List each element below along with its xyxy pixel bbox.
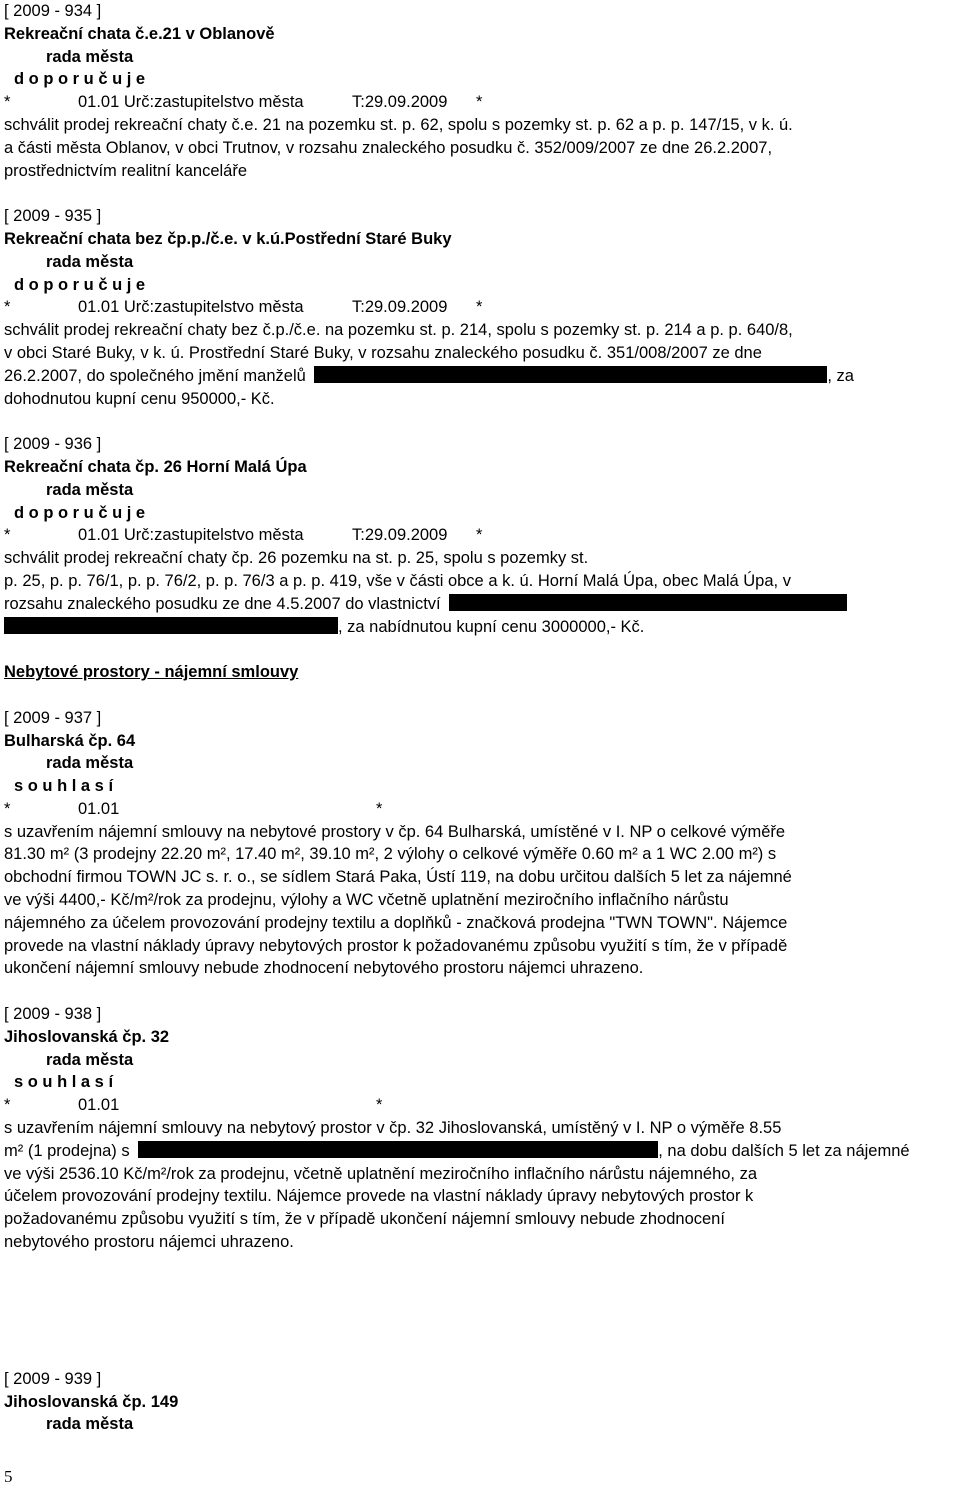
- resolution-937: [4, 707, 956, 981]
- meta-end: *: [376, 1096, 383, 1115]
- text-fragment: 26.2.2007, do společného jmění manželů: [4, 366, 306, 385]
- meta-code: 01.01 Urč:zastupitelstvo města: [78, 526, 304, 545]
- text-fragment: rozsahu znaleckého posudku ze dne 4.5.2007 do vlastnictví: [4, 594, 441, 613]
- document-page: [4, 0, 956, 1436]
- resolution-body: rada města: [46, 480, 134, 499]
- resolution-id: [ 2009 - 936 ]: [4, 435, 102, 454]
- meta-term: T:29.09.2009: [352, 298, 448, 317]
- redaction-bar: [4, 617, 338, 634]
- resolution-body: rada města: [46, 1050, 134, 1069]
- page-number: 5: [4, 1467, 13, 1486]
- meta-star: *: [4, 526, 11, 545]
- resolution-title: Jihoslovanská čp. 149: [4, 1392, 179, 1411]
- resolution-text-line: s uzavřením nájemní smlouvy na nebytové prostory v čp. 64 Bulharská, umístěné v I. NP o celkové výměře: [4, 822, 786, 841]
- redaction-bar: [449, 594, 847, 611]
- resolution-text-line: [4, 365, 956, 388]
- meta-code: 01.01: [78, 799, 120, 818]
- resolution-body: rada města: [46, 1415, 134, 1434]
- meta-end: *: [476, 526, 483, 545]
- resolution-meta: [4, 798, 956, 821]
- resolution-body: rada města: [46, 252, 134, 271]
- resolution-verdict: d o p o r u č u j e: [14, 275, 146, 294]
- section-heading: Nebytové prostory - nájemní smlouvy: [4, 663, 299, 682]
- resolution-verdict: d o p o r u č u j e: [14, 503, 146, 522]
- redaction-bar: [314, 366, 827, 383]
- resolution-text-line: [4, 1140, 956, 1163]
- resolution-text-line: a části města Oblanov, v obci Trutnov, v rozsahu znaleckého posudku č. 352/009/2007 ze dne 26.2.2007,: [4, 138, 773, 157]
- meta-code: 01.01 Urč:zastupitelstvo města: [78, 93, 304, 112]
- resolution-text-line: schválit prodej rekreační chaty č.e. 21 na pozemku st. p. 62, spolu s pozemky st. p. 62 a p. p. 147/15, v k. ú.: [4, 115, 793, 134]
- resolution-id: [ 2009 - 934 ]: [4, 2, 102, 20]
- resolution-text-line: ukončení nájemní smlouvy nebude zhodnocení nebytového prostoru nájemci uhrazeno.: [4, 959, 644, 978]
- resolution-title: Bulharská čp. 64: [4, 731, 136, 750]
- resolution-text-line: p. 25, p. p. 76/1, p. p. 76/2, p. p. 76/3 a p. p. 419, vše v části obce a k. ú. Horní Malá Úpa, obec Malá Úpa, v: [4, 571, 791, 590]
- resolution-body: rada města: [46, 754, 134, 773]
- meta-star: *: [4, 298, 11, 317]
- text-fragment: , na dobu dalších 5 let za nájemné: [658, 1141, 910, 1160]
- resolution-text-line: účelem provozování prodejny textilu. Nájemce provede na vlastní náklady úpravy nebytových prostor k: [4, 1187, 754, 1206]
- resolution-title: Rekreační chata č.e.21 v Oblanově: [4, 24, 275, 43]
- meta-code: 01.01 Urč:zastupitelstvo města: [78, 298, 304, 317]
- resolution-text-line: 81.30 m² (3 prodejny 22.20 m², 17.40 m², 39.10 m², 2 výlohy o celkové výměře 0.60 m² a 1 WC 2.00 m²) s: [4, 845, 777, 864]
- resolution-938: [4, 1003, 956, 1254]
- meta-star: *: [4, 799, 11, 818]
- resolution-text-line: provede na vlastní náklady úpravy nebytových prostor k požadovanému způsobu využití s tím, že v případě: [4, 936, 788, 955]
- meta-end: *: [476, 93, 483, 112]
- resolution-936: [4, 433, 956, 638]
- meta-star: *: [4, 93, 11, 112]
- resolution-text-line: v obci Staré Buky, v k. ú. Prostřední Staré Buky, v rozsahu znaleckého posudku č. 351/008/2007 ze dne: [4, 343, 762, 362]
- text-fragment: , za: [827, 366, 854, 385]
- meta-end: *: [476, 298, 483, 317]
- meta-term: T:29.09.2009: [352, 93, 448, 112]
- resolution-title: Jihoslovanská čp. 32: [4, 1027, 170, 1046]
- resolution-text-line: obchodní firmou TOWN JC s. r. o., se sídlem Stará Paka, Ústí 119, na dobu určitou dalších 5 let za nájemné: [4, 868, 792, 887]
- resolution-id: [ 2009 - 938 ]: [4, 1005, 102, 1024]
- resolution-text-line: ve výši 2536.10 Kč/m²/rok za prodejnu, včetně uplatnění meziročního inflačního nárůstu nájemného, za: [4, 1164, 758, 1183]
- resolution-text-line: požadovanému způsobu využití s tím, že v případě ukončení nájemní smlouvy nebude zhodnocení: [4, 1210, 725, 1229]
- meta-end: *: [376, 799, 383, 818]
- meta-term: T:29.09.2009: [352, 526, 448, 545]
- resolution-meta: [4, 1094, 956, 1117]
- resolution-text-line: [4, 616, 956, 639]
- resolution-meta: [4, 524, 956, 547]
- resolution-verdict: s o u h l a s í: [14, 777, 114, 796]
- resolution-text-line: ve výši 4400,- Kč/m²/rok za prodejnu, výlohy a WC včetně uplatnění meziročního inflačního nárůstu: [4, 891, 729, 910]
- resolution-934: [4, 0, 956, 182]
- resolution-text-line: dohodnutou kupní cenu 950000,- Kč.: [4, 389, 275, 408]
- resolution-text-line: s uzavřením nájemní smlouvy na nebytový prostor v čp. 32 Jihoslovanská, umístěný v I. NP o výměře 8.55: [4, 1119, 782, 1138]
- resolution-verdict: s o u h l a s í: [14, 1073, 114, 1092]
- resolution-text-line: prostřednictvím realitní kanceláře: [4, 161, 248, 180]
- redaction-bar: [138, 1141, 658, 1158]
- text-fragment: , za nabídnutou kupní cenu 3000000,- Kč.: [338, 617, 645, 636]
- resolution-title: Rekreační chata bez čp.p./č.e. v k.ú.Postřední Staré Buky: [4, 229, 452, 248]
- resolution-text-line: nebytového prostoru nájemci uhrazeno.: [4, 1233, 294, 1252]
- resolution-text-line: schválit prodej rekreační chaty čp. 26 pozemku na st. p. 25, spolu s pozemky st.: [4, 549, 589, 568]
- resolution-935: [4, 205, 956, 410]
- resolution-meta: [4, 91, 956, 114]
- resolution-body: rada města: [46, 47, 134, 66]
- resolution-title: Rekreační chata čp. 26 Horní Malá Úpa: [4, 457, 307, 476]
- resolution-id: [ 2009 - 939 ]: [4, 1369, 102, 1388]
- text-fragment: m² (1 prodejna) s: [4, 1141, 130, 1160]
- resolution-meta: [4, 296, 956, 319]
- meta-code: 01.01: [78, 1096, 120, 1115]
- resolution-verdict: d o p o r u č u j e: [14, 70, 146, 89]
- resolution-text-line: schválit prodej rekreační chaty bez č.p./č.e. na pozemku st. p. 214, spolu s pozemky st. p. 214 a p. p. 640/8,: [4, 321, 793, 340]
- resolution-text-line: nájemného za účelem provozování prodejny textilu a doplňků - značková prodejna "TWN TOWN". Nájemce: [4, 913, 788, 932]
- resolution-id: [ 2009 - 937 ]: [4, 708, 102, 727]
- resolution-text-line: [4, 593, 956, 616]
- resolution-939: [4, 1368, 956, 1436]
- meta-star: *: [4, 1096, 11, 1115]
- resolution-id: [ 2009 - 935 ]: [4, 207, 102, 226]
